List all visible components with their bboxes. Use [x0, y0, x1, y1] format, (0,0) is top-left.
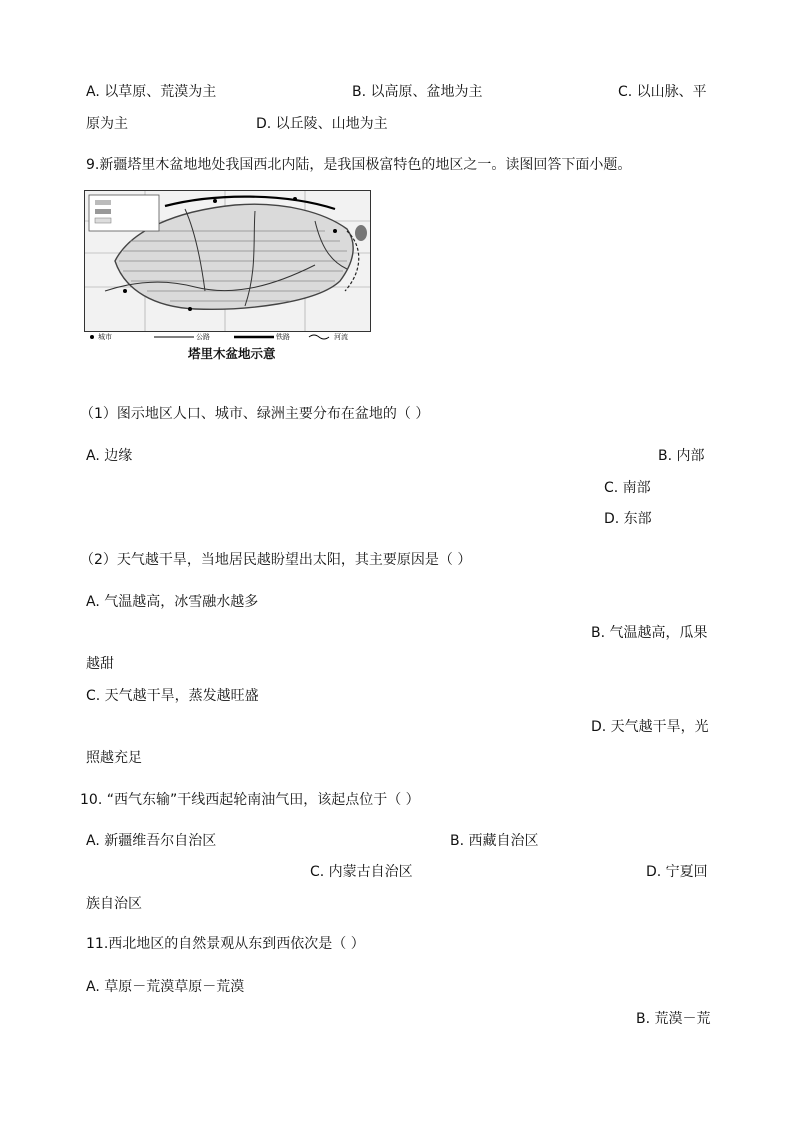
q10-option-d: D. 宁夏回 — [646, 864, 708, 880]
q9-sub1-option-d: D. 东部 — [604, 511, 652, 527]
q9-stem: 9.新疆塔里木盆地地处我国西北内陆，是我国极富特色的地区之一。读图回答下面小题。 — [86, 157, 632, 173]
q11-option-b: B. 荒漠－荒 — [636, 1011, 711, 1027]
legend-railway-label: 铁路 — [276, 333, 290, 341]
legend-city-label: 城市 — [98, 333, 112, 341]
q9-sub2-option-a: A. 气温越高，冰雪融水越多 — [86, 594, 259, 610]
q9-sub2-option-d: D. 天气越干旱，光 — [591, 719, 709, 735]
legend-road-label: 公路 — [196, 333, 210, 341]
q9-sub1-option-c: C. 南部 — [604, 480, 651, 496]
q11-option-a: A. 草原－荒漠草原－荒漠 — [86, 979, 245, 995]
q10-option-a: A. 新疆维吾尔自治区 — [86, 833, 217, 849]
legend-river-label: 河流 — [334, 333, 348, 341]
q10-stem: 10. “西气东输”干线西起轮南油气田，该起点位于（ ） — [80, 792, 420, 808]
q9-sub1-option-a: A. 边缘 — [86, 448, 133, 464]
q8-option-b: B. 以高原、盆地为主 — [352, 84, 483, 100]
q10-option-d-continued: 族自治区 — [86, 896, 142, 912]
q8-option-c-continued: 原为主 — [86, 116, 128, 132]
map-caption: 塔里木盆地示意 — [188, 346, 276, 361]
tarim-basin-map-graphic — [85, 191, 370, 331]
q10-option-b: B. 西藏自治区 — [450, 833, 539, 849]
q9-sub2-option-c: C. 天气越干旱，蒸发越旺盛 — [86, 688, 259, 704]
q8-option-a: A. 以草原、荒漠为主 — [86, 84, 217, 100]
map-legend-symbols — [84, 330, 369, 344]
q9-sub1-stem: （1）图示地区人口、城市、绿洲主要分布在盆地的（ ） — [80, 406, 430, 422]
q9-sub2-option-d-continued: 照越充足 — [86, 750, 142, 766]
q8-option-c: C. 以山脉、平 — [618, 84, 707, 100]
q10-option-c: C. 内蒙古自治区 — [310, 864, 413, 880]
map-legend — [84, 330, 369, 344]
tarim-basin-map — [84, 190, 371, 332]
q9-sub2-option-b: B. 气温越高，瓜果 — [591, 625, 708, 641]
q11-stem: 11.西北地区的自然景观从东到西依次是（ ） — [86, 936, 365, 952]
q8-option-d: D. 以丘陵、山地为主 — [256, 116, 388, 132]
q9-sub2-option-b-continued: 越甜 — [86, 656, 114, 672]
q9-sub1-option-b: B. 内部 — [658, 448, 705, 464]
q9-sub2-stem: （2）天气越干旱，当地居民越盼望出太阳，其主要原因是（ ） — [80, 552, 472, 568]
